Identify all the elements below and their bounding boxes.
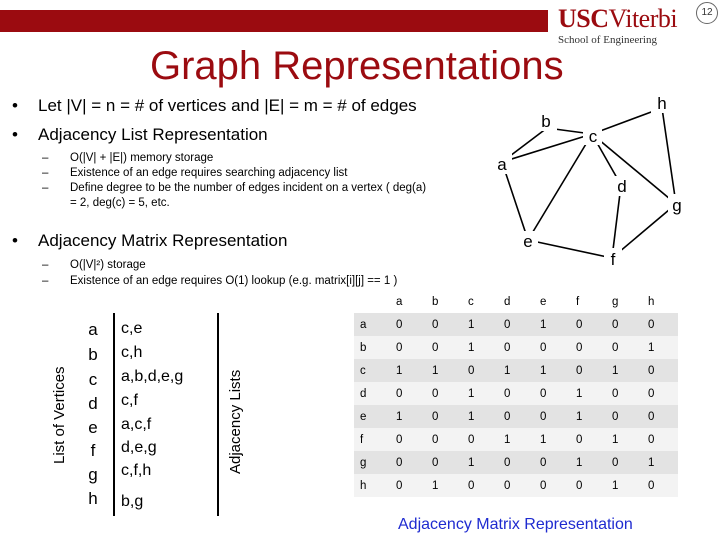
matrix-cell: 0 (606, 382, 642, 405)
matrix-cell: 0 (426, 382, 462, 405)
dash: – (42, 275, 49, 287)
matrix-col-header: f (570, 290, 606, 313)
matrix-cell: 0 (606, 336, 642, 359)
matrix-col-header: c (462, 290, 498, 313)
matrix-cell: 0 (498, 313, 534, 336)
matrix-cell: 0 (498, 474, 534, 497)
vertex-a: a (88, 320, 98, 339)
list-f: d,e,g (121, 439, 157, 456)
list-c: a,b,d,e,g (121, 368, 184, 385)
header-bar (0, 10, 548, 32)
matrix-row-header: h (354, 474, 390, 497)
matrix-cell: 0 (390, 313, 426, 336)
node-f: f (610, 250, 616, 269)
matrix-cell: 0 (534, 336, 570, 359)
matrix-cell: 1 (570, 405, 606, 428)
matrix-cell: 0 (642, 428, 678, 451)
slide-number: 12 (696, 2, 718, 24)
matrix-cell: 1 (390, 405, 426, 428)
matrix-cell: 1 (498, 359, 534, 382)
matrix-row-header: a (354, 313, 390, 336)
matrix-cell: 1 (390, 359, 426, 382)
sub-item (42, 274, 490, 289)
matrix-cell: 0 (570, 359, 606, 382)
list-g: c,f,h (121, 462, 152, 479)
matrix-row (354, 359, 678, 382)
sub-text: = 2, deg(c) = 5, etc. (70, 197, 170, 209)
logo-viterbi-text: Viterbi (608, 4, 678, 33)
list-d: c,f (121, 392, 138, 409)
vertex-c: c (88, 370, 98, 389)
matrix-cell: 1 (462, 313, 498, 336)
matrix-cell: 0 (390, 382, 426, 405)
matrix-cell: 0 (498, 451, 534, 474)
matrix-cell: 1 (534, 359, 570, 382)
sub-text: O(|V|²) storage (70, 259, 146, 271)
matrix-col-header: a (390, 290, 426, 313)
matrix-cell: 0 (426, 336, 462, 359)
vertex-g: g (88, 465, 98, 484)
logo-usc-text: USC (558, 4, 609, 33)
list-b: c,h (121, 344, 143, 361)
matrix-cell: 0 (390, 451, 426, 474)
matrix-row (354, 405, 678, 428)
sub-item (42, 181, 470, 196)
sub-text: O(|V| + |E|) memory storage (70, 152, 214, 164)
bullet-adj-list: Adjacency List Representation (38, 125, 268, 144)
matrix-cell: 1 (570, 451, 606, 474)
matrix-row (354, 313, 678, 336)
adj-matrix-subpoints (42, 258, 490, 289)
node-h: h (657, 94, 667, 113)
matrix-row-header: g (354, 451, 390, 474)
matrix-cell: 0 (606, 313, 642, 336)
list-a: c,e (121, 320, 143, 337)
bullet-dot: • (12, 231, 18, 250)
matrix-cell: 0 (642, 474, 678, 497)
sub-text: Existence of an edge requires O(1) lookup (e.g. matrix[i][j] == 1 ) (70, 275, 398, 287)
vertex-h: h (88, 489, 98, 508)
dash: – (42, 167, 49, 179)
matrix-cell: 1 (534, 313, 570, 336)
matrix-cell: 1 (426, 359, 462, 382)
matrix-col-header: e (534, 290, 570, 313)
slide-title: Graph Representations (150, 44, 564, 88)
sub-text: Define degree to be the number of edges incident on a vertex ( deg(a) (70, 182, 427, 194)
adjacency-matrix (354, 290, 678, 497)
matrix-cell: 1 (426, 474, 462, 497)
edge-e-f (528, 240, 612, 258)
matrix-cell: 0 (570, 336, 606, 359)
matrix-row (354, 451, 678, 474)
matrix-cell: 1 (462, 336, 498, 359)
edge-c-g (592, 134, 676, 204)
matrix-cell: 0 (606, 405, 642, 428)
matrix-cell: 1 (462, 382, 498, 405)
matrix-cell: 0 (498, 336, 534, 359)
logo-subtitle: School of Engineering (558, 34, 657, 46)
matrix-cell: 0 (534, 451, 570, 474)
matrix-cell: 0 (462, 359, 498, 382)
matrix-cell: 0 (642, 313, 678, 336)
matrix-cell: 0 (462, 474, 498, 497)
matrix-col-header: g (606, 290, 642, 313)
edge-h-g (662, 108, 676, 204)
node-e: e (523, 232, 533, 251)
matrix-col-header: d (498, 290, 534, 313)
matrix-cell: 0 (426, 451, 462, 474)
usc-viterbi-logo (558, 4, 677, 34)
matrix-cell: 0 (462, 428, 498, 451)
matrix-header (354, 290, 678, 313)
matrix-corner (354, 290, 390, 313)
graph-diagram (440, 90, 700, 280)
dash: – (42, 259, 49, 271)
matrix-cell: 0 (642, 382, 678, 405)
sub-text: Existence of an edge requires searching adjacency list (70, 167, 348, 179)
sub-item (42, 166, 470, 181)
matrix-body (354, 313, 678, 497)
matrix-row (354, 474, 678, 497)
matrix-cell: 0 (390, 428, 426, 451)
vertex-b: b (88, 345, 98, 364)
node-g: g (672, 196, 682, 215)
matrix-cell: 0 (534, 405, 570, 428)
matrix-cell: 1 (606, 428, 642, 451)
matrix-cell: 1 (462, 405, 498, 428)
matrix-col-header: h (642, 290, 678, 313)
bullet-dot: • (12, 125, 18, 144)
axis-adjacency-lists: Adjacency Lists (227, 369, 244, 474)
matrix-cell: 1 (462, 451, 498, 474)
sub-item (70, 196, 470, 211)
matrix-row-header: d (354, 382, 390, 405)
matrix-row-header: c (354, 359, 390, 382)
node-a: a (497, 155, 507, 174)
list-e: a,c,f (121, 416, 152, 433)
matrix-cell: 0 (570, 474, 606, 497)
sub-item (42, 258, 490, 273)
axis-list-of-vertices: List of Vertices (51, 366, 68, 464)
bullet-dot: • (12, 96, 18, 115)
matrix-row (354, 428, 678, 451)
dash: – (42, 152, 49, 164)
matrix-cell: 0 (426, 428, 462, 451)
matrix-cell: 1 (606, 359, 642, 382)
matrix-cell: 0 (534, 382, 570, 405)
matrix-cell: 0 (570, 313, 606, 336)
sub-item (42, 151, 470, 166)
matrix-cell: 0 (498, 382, 534, 405)
matrix-cell: 0 (498, 405, 534, 428)
matrix-cell: 1 (570, 382, 606, 405)
node-d: d (617, 177, 627, 196)
list-h: b,g (121, 493, 144, 510)
bullet-adj-matrix: Adjacency Matrix Representation (38, 231, 288, 250)
matrix-row (354, 336, 678, 359)
matrix-cell: 1 (642, 336, 678, 359)
matrix-row-header: f (354, 428, 390, 451)
vertex-f: f (90, 441, 96, 460)
matrix-cell: 1 (642, 451, 678, 474)
matrix-cell: 0 (426, 313, 462, 336)
matrix-cell: 1 (498, 428, 534, 451)
edge-c-e (528, 134, 592, 240)
matrix-cell: 0 (390, 474, 426, 497)
matrix-col-header: b (426, 290, 462, 313)
matrix-caption: Adjacency Matrix Representation (398, 516, 633, 533)
node-b: b (541, 112, 551, 131)
matrix-cell: 0 (534, 474, 570, 497)
matrix-cell: 0 (426, 405, 462, 428)
matrix-cell: 0 (642, 359, 678, 382)
matrix-cell: 1 (534, 428, 570, 451)
matrix-row-header: e (354, 405, 390, 428)
dash: – (42, 182, 49, 194)
bullet-vertices-edges: Let |V| = n = # of vertices and |E| = m = # of edges (38, 96, 417, 115)
matrix-cell: 0 (642, 405, 678, 428)
matrix-cell: 1 (606, 474, 642, 497)
matrix-cell: 0 (606, 451, 642, 474)
vertex-e: e (88, 418, 98, 437)
adj-list-subpoints (42, 151, 470, 211)
matrix-header-row (354, 290, 678, 313)
vertex-d: d (88, 394, 98, 413)
node-c: c (588, 127, 598, 146)
matrix-cell: 0 (390, 336, 426, 359)
matrix-row-header: b (354, 336, 390, 359)
matrix-cell: 0 (570, 428, 606, 451)
matrix-row (354, 382, 678, 405)
